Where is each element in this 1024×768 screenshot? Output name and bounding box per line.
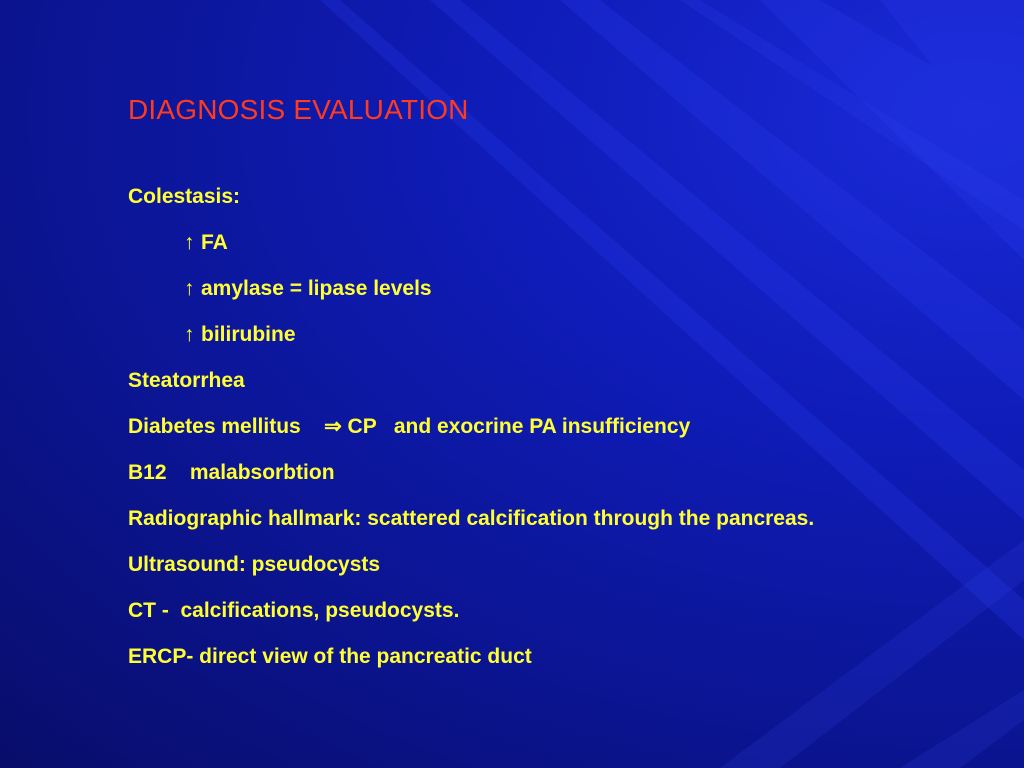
slide-content [128,92,1008,668]
bullet-amylase-text: amylase = lipase levels [201,277,432,300]
bullet-bilirubine [128,322,296,348]
implies-arrow-icon: ⇒ [324,415,342,438]
ct-line: CT - calcifications, pseudocysts. [128,599,460,622]
bullet-amylase [128,276,432,302]
up-arrow-icon: ↑ [184,277,195,300]
steatorrhea-line: Steatorrhea [128,369,245,392]
b12-line: B12 malabsorbtion [128,461,335,484]
bullet-fa [128,230,228,256]
up-arrow-icon: ↑ [184,323,195,346]
colestasis-heading: Colestasis: [128,185,241,208]
radiographic-line: Radiographic hallmark: scattered calcification through the pancreas. [128,507,815,530]
slide-title: DIAGNOSIS EVALUATION [128,94,469,125]
ercp-line: ERCP- direct view of the pancreatic duct [128,645,532,668]
bullet-bilirubine-text: bilirubine [201,323,296,346]
diabetes-line [128,414,690,440]
up-arrow-icon: ↑ [184,231,195,254]
ultrasound-line: Ultrasound: pseudocysts [128,553,381,576]
bullet-fa-text: FA [201,231,228,254]
diabetes-label: Diabetes mellitus [128,415,301,438]
diabetes-rest: CP and exocrine PA insufficiency [347,415,691,438]
